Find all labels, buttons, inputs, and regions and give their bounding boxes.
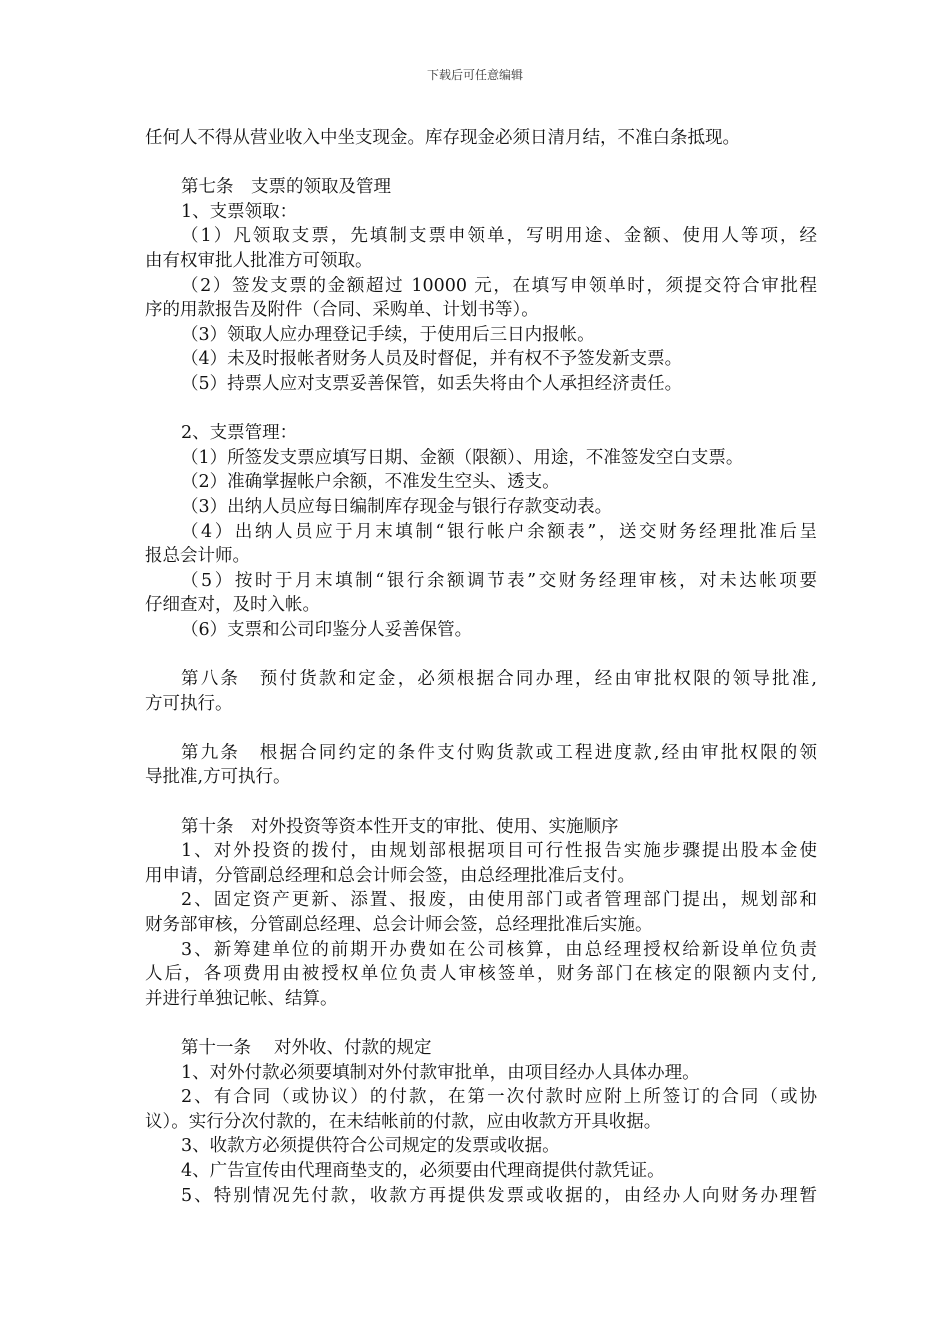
- blank-line: [145, 716, 817, 741]
- text-line: 第十条 对外投资等资本性开支的审批、使用、实施顺序: [181, 816, 619, 837]
- blank-line: [145, 151, 817, 176]
- text-line: 并进行单独记帐、结算。: [145, 988, 338, 1009]
- text-line: （4）出纳人员应于月末填制“银行帐户余额表”，送交财务经理批准后呈: [181, 521, 817, 542]
- text-line: 序的用款报告及附件（合同、采购单、计划书等）。: [145, 300, 539, 321]
- text-line: 导批准,方可执行。: [145, 767, 291, 788]
- text-line: 1、对外付款必须要填制对外付款审批单，由项目经办人具体办理。: [181, 1062, 700, 1083]
- text-line: 任何人不得从营业收入中坐支现金。库存现金必须日清月结，不准白条抵现。: [145, 128, 740, 148]
- text-line: （2）准确掌握帐户余额，不准发生空头、透支。: [181, 472, 560, 493]
- text-line: 2、有合同（或协议）的付款，在第一次付款时应附上所签订的合同（或协: [181, 1087, 817, 1108]
- text-line: （1）凡领取支票，先填制支票申领单，写明用途、金额、使用人等项，经: [181, 226, 817, 247]
- text-line: （1）所签发支票应填写日期、金额（限额）、用途，不准签发空白支票。: [181, 447, 744, 468]
- text-line: （5）按时于月末填制“银行余额调节表”交财务经理审核，对未达帐项要: [181, 570, 817, 591]
- blank-line: [145, 397, 817, 422]
- text-line: （3）出纳人员应每日编制库存现金与银行存款变动表。: [181, 496, 613, 517]
- text-line: 第八条 预付货款和定金，必须根据合同办理，经由审批权限的领导批准,: [181, 669, 817, 690]
- text-line: 第十一条 对外收、付款的规定: [181, 1037, 432, 1058]
- page-header-note: 下载后可任意编辑: [426, 68, 523, 82]
- text-line: （2）签发支票的金额超过 10000 元，在填写申领单时，须提交符合审批程: [181, 275, 817, 296]
- document-body: [145, 126, 817, 1208]
- text-line: 5、特别情况先付款，收款方再提供发票或收据的，由经办人向财务办理暂: [181, 1185, 817, 1206]
- text-line: 3、新筹建单位的前期开办费如在公司核算，由总经理授权给新设单位负责: [181, 939, 817, 960]
- text-line: 1、对外投资的拨付，由规划部根据项目可行性报告实施步骤提出股本金使: [181, 841, 817, 862]
- blank-line: [145, 790, 817, 815]
- text-line: （5）持票人应对支票妥善保管，如丢失将由个人承担经济责任。: [181, 373, 683, 394]
- text-line: 第七条 支票的领取及管理: [181, 177, 391, 198]
- text-line: 1、支票领取：: [181, 201, 298, 222]
- text-line: 用申请，分管副总经理和总会计师会签，由总经理批准后支付。: [145, 865, 635, 886]
- text-line: 第九条 根据合同约定的条件支付购货款或工程进度款,经由审批权限的领: [181, 742, 817, 763]
- text-line: 人后，各项费用由被授权单位负责人审核签单，财务部门在核定的限额内支付,: [145, 964, 817, 985]
- blank-line: [145, 642, 817, 667]
- text-line: 报总会计师。: [145, 546, 250, 567]
- text-line: （6）支票和公司印鉴分人妥善保管。: [181, 619, 473, 640]
- text-line: 仔细查对，及时入帐。: [145, 595, 320, 616]
- text-line: 3、收款方必须提供符合公司规定的发票或收据。: [181, 1136, 560, 1157]
- text-line: （3）领取人应办理登记手续，于使用后三日内报帐。: [181, 324, 595, 345]
- text-line: （4）未及时报帐者财务人员及时督促，并有权不予签发新支票。: [181, 349, 683, 370]
- text-line: 4、广告宣传由代理商垫支的，必须要由代理商提供付款凭证。: [181, 1160, 665, 1181]
- blank-line: [145, 1011, 817, 1036]
- text-line: 2、支票管理：: [181, 423, 298, 444]
- text-line: 方可执行。: [145, 693, 233, 714]
- text-line: 由有权审批人批准方可领取。: [145, 250, 373, 271]
- text-line: 2、固定资产更新、添置、报废，由使用部门或者管理部门提出，规划部和: [181, 890, 817, 911]
- text-line: 财务部审核，分管副总经理、总会计师会签，总经理批准后实施。: [145, 915, 653, 935]
- text-line: 议）。实行分次付款的，在未结帐前的付款，应由收款方开具收据。: [145, 1111, 662, 1132]
